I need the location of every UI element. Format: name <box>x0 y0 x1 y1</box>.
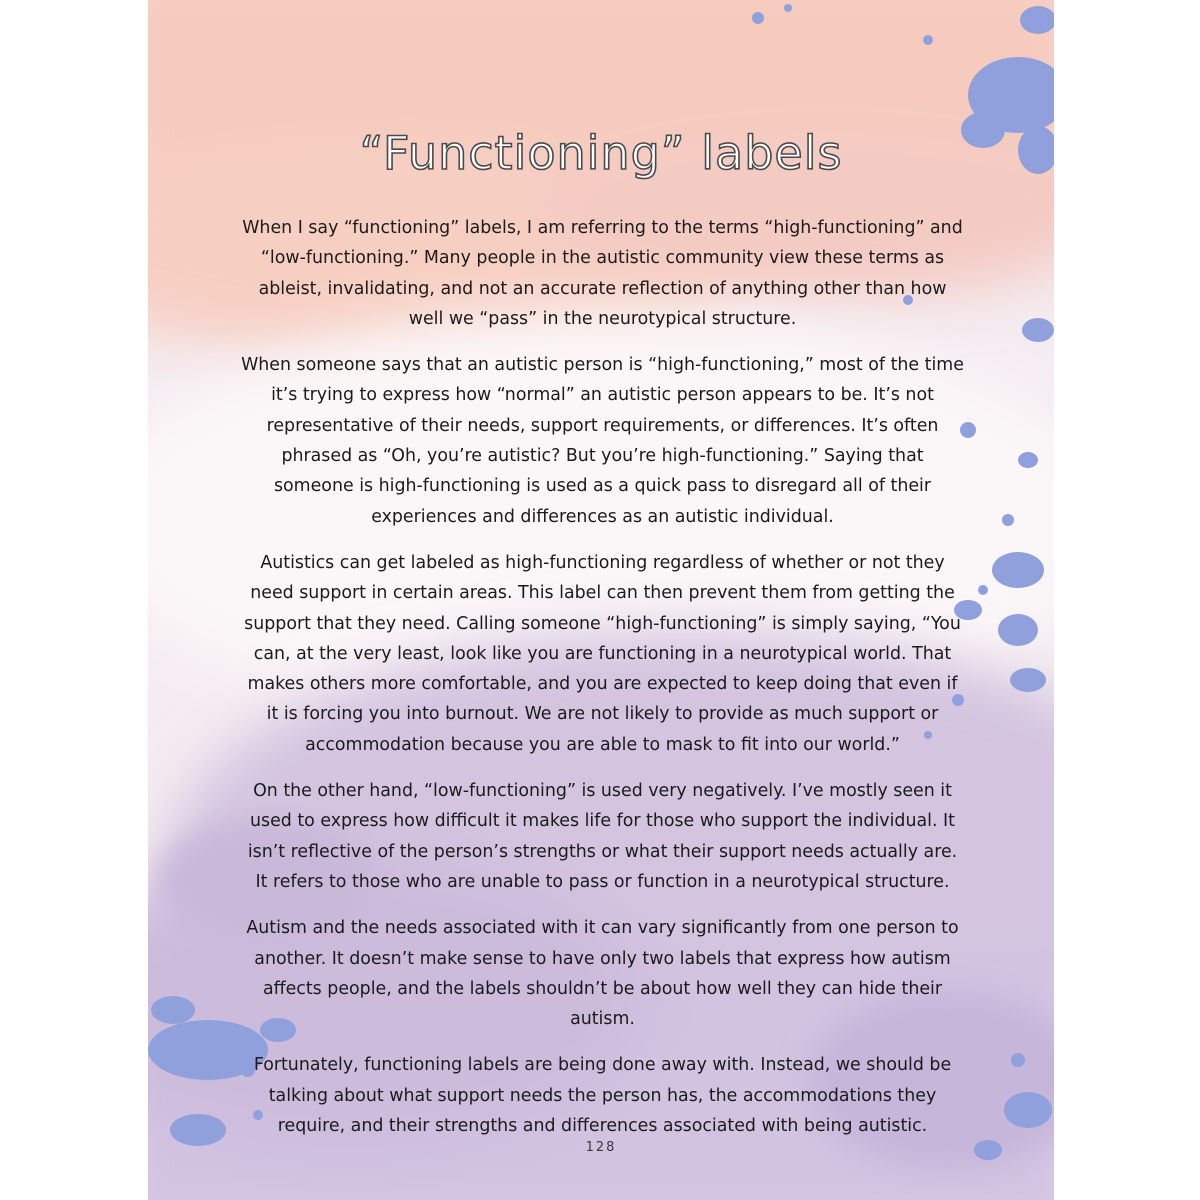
book-page <box>148 0 1054 1200</box>
page-title: “Functioning” labels <box>359 126 843 180</box>
paragraph: When someone says that an autistic person is “high-functioning,” most of the time it’s trying to express how “normal” an autistic person appears to be. It’s not representative of their needs, support requirements, or differences. It’s often phrased as “Oh, you’re autistic? But you’re high-functioning.” Saying that someone is high-functioning is used as a quick pass to disregard all of their experiences and differences as an autistic individual. <box>241 355 964 527</box>
paragraph: When I say “functioning” labels, I am referring to the terms “high-functioning” and “low-functioning.” Many people in the autistic community view these terms as ableist, invalidating, and not an accurate reflection of anything other than how well we “pass” in the neurotypical structure. <box>242 218 963 329</box>
paragraph: Autistics can get labeled as high-functioning regardless of whether or not they need support in certain areas. This label can then prevent them from getting the support that they need. Calling someone “high-functioning” is simply saying, “You can, at the very least, look like you are functioning in a neurotypical world. That makes others more comfortable, and you are expected to keep doing that even if it is forcing you into burnout. We are not likely to provide as much support or accommodation because you are able to mask to fit into our world.” <box>244 552 961 755</box>
page-number: 128 <box>585 1140 617 1155</box>
paragraph: Autism and the needs associated with it can vary significantly from one person to another. It doesn’t make sense to have only two labels that express how autism affects people, and the labels shouldn’t be about how well they can hide their autism. <box>246 918 959 1030</box>
paragraph: On the other hand, “low-functioning” is used very negatively. I’ve mostly seen it used to express how difficult it makes life for those who support the individual. It isn’t reflective of the person’s strengths or what their support needs actually are. It refers to those who are unable to pass or function in a neurotypical structure. <box>247 781 958 892</box>
paragraph: Fortunately, functioning labels are being done away with. Instead, we should be talking about what support needs the person has, the accommodations they require, and their strengths and differences associated with being autistic. <box>253 1055 952 1137</box>
body-text <box>240 213 965 1157</box>
